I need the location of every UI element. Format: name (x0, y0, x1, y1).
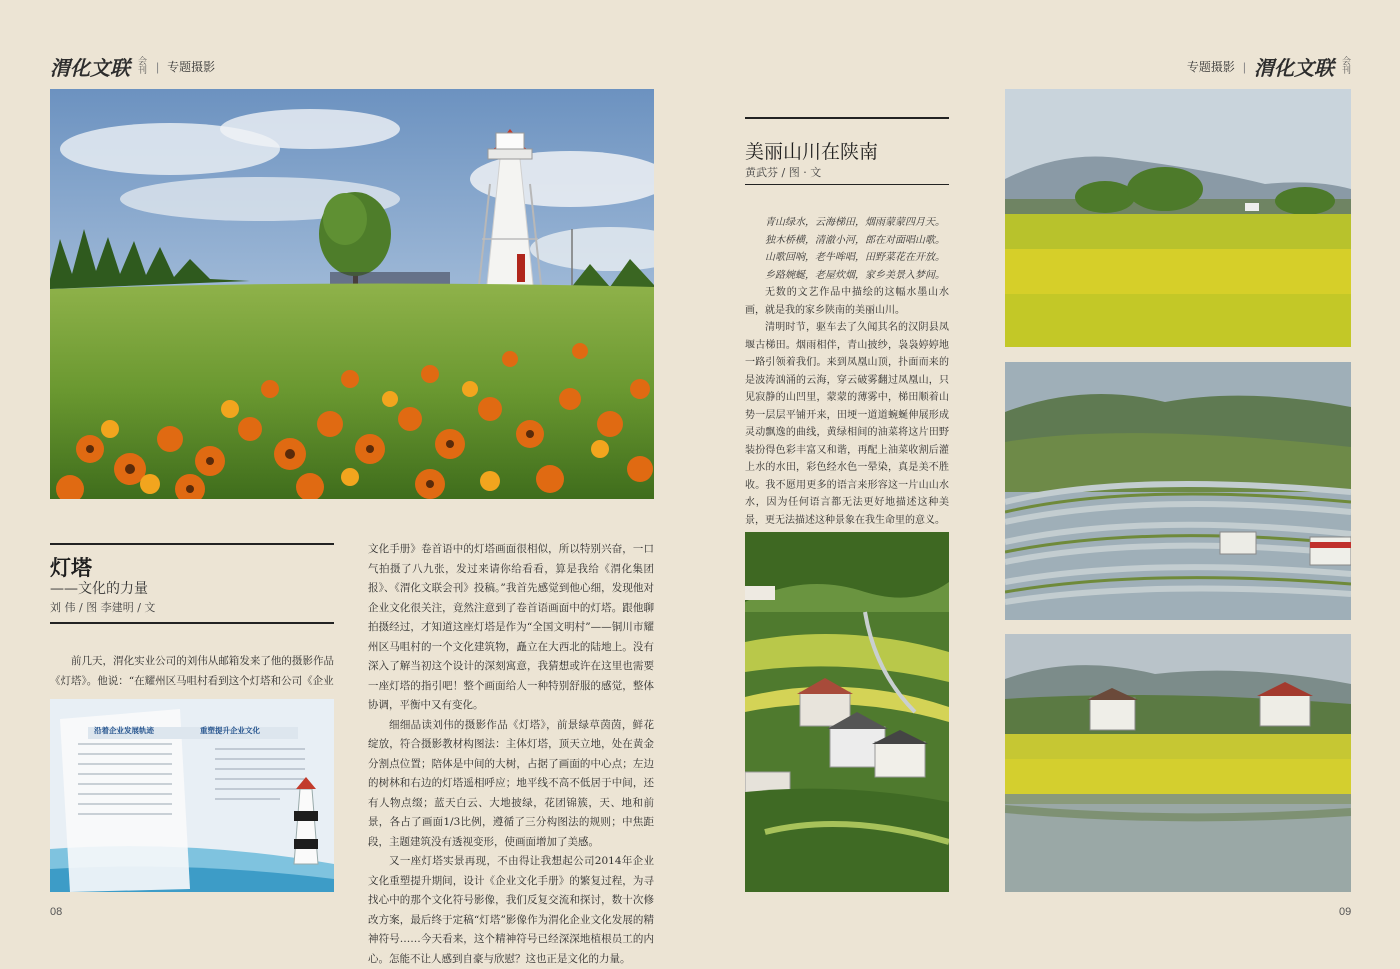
poem (745, 214, 949, 284)
brochure-inset-image (50, 699, 334, 892)
page-number-right: 09 (1339, 906, 1352, 918)
title-rule-bottom (745, 184, 949, 185)
article-right-body (745, 214, 949, 529)
article-column-2 (368, 540, 654, 969)
title-rule-top (50, 543, 334, 545)
title-rule-top (745, 117, 949, 119)
poem-line: 乡路婉蜒，老屋炊烟，家乡美景入梦间。 (765, 269, 945, 281)
terraced-fields-photo (1005, 362, 1351, 620)
paragraph: 无数的文艺作品中描绘的这幅水墨山水画，就是我的家乡陕南的美丽山川。 (745, 287, 949, 316)
paragraph: 细细品读刘伟的摄影作品《灯塔》，前景绿草茵茵，鲜花绽放，符合摄影教材构图法：主体灯塔，顶天立地，处在黄金分割点位置；陪体是中间的大树，占据了画面的中心点；左边的树林和右边的灯塔遥相呼应；地平线不高不低居于中间，还有人物点缀；蓝天白云、大地披绿，花团锦簇，天、地和前景，各占了画面1/3比例，遵循了三分构图法的规则；中焦距段，主题建筑没有透视变形，使画面增加了美感。 (368, 718, 654, 848)
village-photo (745, 532, 949, 892)
article-byline: 黄武芬 / 图 · 文 (745, 166, 822, 179)
paragraph: 清明时节，驱车去了久闻其名的汉阴县凤堰古梯田。烟雨相伴，青山披纱，袅袅婷婷地一路引领着我们。来到凤凰山顶，扑面而来的是波涛汹涌的云海，穿云破雾翻过凤凰山，只见寂静的山凹里，蒙蒙的薄雾中，梯田顺着山势一层层平铺开来，田埂一道道蜿蜒伸展形成灵动飘逸的曲线，黄绿相间的油菜将这片田野装扮得色彩丰富又和谐，再配上油菜收割后灌上水的水田，彩色经水色一晕染，真是美不胜收。我不愿用更多的语言来形容这一片山山水水，因为任何语言都无法更好地描述这种美景，更无法描述这种景象在我生命里的意义。 (745, 322, 949, 526)
magazine-logo-sub: 会刊 (1342, 56, 1352, 76)
paragraph: 前几天，渭化实业公司的刘伟从邮箱发来了他的摄影作品《灯塔》。他说：“在耀州区马咀村看到这个灯塔和公司《企业 (50, 655, 334, 687)
lighthouse-photo (50, 89, 654, 499)
header-divider: | (1242, 59, 1246, 74)
magazine-logo-sub: 会刊 (138, 56, 148, 76)
header-left (50, 52, 215, 81)
article-byline: 刘 伟 / 图 李建明 / 文 (50, 601, 156, 614)
river-village-photo (1005, 634, 1351, 892)
magazine-logo: 渭化文联 (1254, 56, 1334, 80)
page-number-left: 08 (50, 906, 63, 918)
inset-title-left: 沿着企业发展轨迹 (94, 726, 154, 735)
header-divider: | (156, 59, 160, 74)
section-name: 专题摄影 (1186, 60, 1235, 74)
header-right (1187, 52, 1352, 81)
poem-line: 独木桥横，清澈小河，郎在对面唱山歌。 (765, 234, 945, 246)
section-name: 专题摄影 (167, 60, 216, 74)
article-title: 美丽山川在陕南 (745, 141, 879, 163)
magazine-logo: 渭化文联 (50, 56, 130, 80)
article-subtitle: ——文化的力量 (50, 581, 148, 597)
paragraph: 又一座灯塔实景再现，不由得让我想起公司2014年企业文化重塑提升期间，设计《企业文化手册》的繁复过程，为寻找心中的那个文化符号影像，我们反复交流和探讨，数十次修改方案，最后终于定稿“灯塔”影像作为渭化企业文化发展的精神符号……今天看来，这个精神符号已经深深地植根员工的内心。怎能不让人感到自豪与欣慰？这也正是文化的力量。 (368, 855, 654, 965)
poem-line: 山歌回响，老牛哞唱，田野菜花在开放。 (765, 252, 945, 263)
poem-line: 青山绿水，云海梯田，烟雨蒙蒙四月天。 (765, 217, 945, 228)
title-rule-bottom (50, 622, 334, 624)
article-column-1 (50, 652, 334, 691)
article-title: 灯塔 (50, 556, 92, 580)
inset-title-right: 重塑提升企业文化 (200, 726, 260, 735)
rapeseed-field-photo (1005, 89, 1351, 347)
paragraph: 文化手册》卷首语中的灯塔画面很相似，所以特别兴奋，一口气拍摄了八九张，发过来请你给看看，算是我给《渭化集团报》、《渭化文联会刊》投稿。”我首先感觉到他心细，发现他对企业文化很关注，竟然注意到了卷首语画面中的灯塔。跟他聊拍摄经过，才知道这座灯塔是作为“全国文明村”——铜川市耀州区马咀村的一个文化建筑物，矗立在大西北的陆地上。没有深入了解当初这个设计的深刻寓意，我猜想或许在这里也需要一座灯塔的指引吧！整个画面给人一种特别舒服的感觉，整体协调，平衡中又有变化。 (368, 543, 654, 711)
